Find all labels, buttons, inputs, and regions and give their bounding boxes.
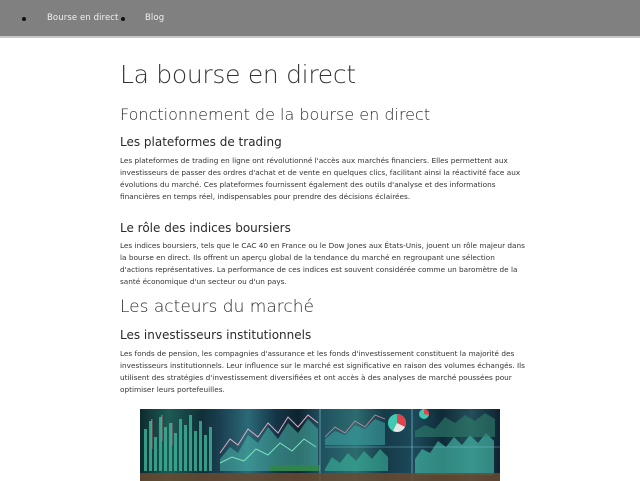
paragraph-indices: Les indices boursiers, tels que le CAC 40 en France ou le Dow Jones aux États-Unis, jouent un rôle majeur dans la bourse en direct. Ils offrent un aperçu global de la tendance du marché en regroupant une sélection d'actions représentatives. La performance de ces indices est souvent considérée comme un baromètre de la santé économique d'un secteur ou d'un pays. <box>120 241 525 286</box>
top-nav-bar <box>0 0 640 38</box>
bullet-icon <box>121 17 125 21</box>
page-title: La bourse en direct <box>120 60 356 89</box>
nav-link-blog[interactable]: Blog <box>145 13 165 23</box>
nav-list <box>0 0 640 36</box>
subsection-heading-plateformes: Les plateformes de trading <box>120 135 282 149</box>
bullet-icon <box>22 17 26 21</box>
nav-link-bourse-en-direct[interactable]: Bourse en direct <box>47 13 119 23</box>
chart-graphic-icon <box>140 409 500 481</box>
paragraph-plateformes: Les plateformes de trading en ligne ont révolutionné l'accès aux marchés financiers. Elles permettent aux investisseurs de passer des ordres d'achat et de vente en quelques clics, facilitant ainsi la réactivité face aux évolutions du marché. Ces plateformes fournissent également des outils d'analyse et des informations financières en temps réel, indispensables pour prendre des décisions éclairées. <box>120 156 521 201</box>
subsection-heading-indices: Le rôle des indices boursiers <box>120 221 291 235</box>
trading-screens-image <box>140 409 500 481</box>
section-heading-fonctionnement: Fonctionnement de la bourse en direct <box>120 105 431 124</box>
section-heading-acteurs: Les acteurs du marché <box>120 297 314 317</box>
paragraph-institutionnels: Les fonds de pension, les compagnies d'assurance et les fonds d'investissement constituent la majorité des investisseurs institutionnels. Leur influence sur le marché est significative en raison des volumes échangés. Ils utilisent des stratégies d'investissement diversifiées et ont accès à des analyses de marché poussées pour optimiser leurs portefeuilles. <box>120 349 525 394</box>
subsection-heading-institutionnels: Les investisseurs institutionnels <box>120 328 312 342</box>
